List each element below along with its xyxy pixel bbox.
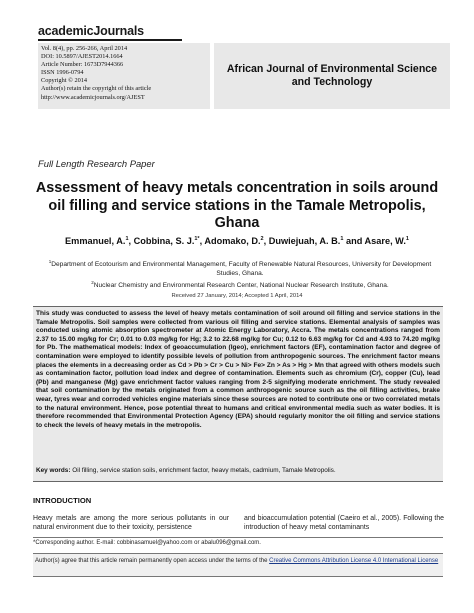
keywords-label: Key words: (36, 467, 71, 474)
affiliation-1: $^1$Department of Ecotourism and Environmental Management, Faculty of Renewable Natural Resources, University for Development Studies, Ghana. (48, 259, 432, 277)
author-affil-mark: 1 (125, 236, 129, 242)
info-line: Copyright © 2014 (41, 77, 88, 85)
author-list: Emmanuel, A.$^1$, Cobbina, S. J.$^{1*}$, Adomako, D.$^2$, Duwiejuah, A. B.$^1$ and Asare, W.$^1$ (65, 236, 409, 247)
section-heading-introduction: INTRODUCTION (33, 496, 92, 505)
author-name: Duwiejuah, A. B. (268, 236, 341, 247)
body-column-right: and bioaccumulation potential (Caeiro et al., 2005). Following the introduction of heavy metal contaminants (244, 515, 444, 532)
journal-name: African Journal of Environmental Science and Technology (226, 63, 438, 88)
abstract-text: This study was conducted to assess the level of heavy metals contamination of soil around oil filling and service stations in the Tamale Metropolis. Soil samples were collected from various oil filling and service stations. Elemental analysis of samples was conducted using atomic absorption spectrometer at Atomic Energy Laboratory, Accra. The metals concentrations ranged from 2.37 to 15.00 mg/kg for Cr; 0.01 to 0.03 mg/kg for Hg; 3.2 to 22.68 mg/kg for Cu; 0.12 to 6.63 mg/kg for Cd and 4.93 to 74.20 mg/kg for Pb. The mathematical models: Index of geoaccumulation (Igeo), enrichment factors (EF), contamination factor and degree of contamination were employed to identify possible levels of pollution from anthropogenic sources. The enrichment factor means places the elements in a decreasing order as Cd > Pb > Cr > Cu > Ni> Fe> Zn > As > Hg > Mn that agreed with others models such as contamination factor, pollution load index and degree of contamination. Elements such as chromium (Cr), copper (Cu), lead (Pb) and manganese (Mg) gave enrichment factor values ranging from 2-5 signifying moderate enrichment. The study revealed that soil contamination by the metals originated from a common anthropogenic source such as the oil filling activities, brake wear, tyres wear and corroded vehicles engine materials since these sources are noted to contribute one or two correlated metals to the natural environment. Hence, pose potential threat to humans and critical environmental media such as water bodies. It is therefore recommended that Environmental Protection Agency (EPA) should regularly monitor the oil filling and service stations to check the levels of heavy metals in the metropolis. (36, 310, 440, 429)
info-line: DOI: 10.5897/AJEST2014.1664 (41, 53, 123, 61)
info-line: ISSN 1996-0794 (41, 69, 84, 77)
author-name: Emmanuel, A. (65, 236, 126, 247)
publisher-logo: academicJournals (38, 24, 144, 38)
info-line: Article Number: 1673D7944366 (41, 61, 124, 69)
info-line: Vol. 8(4), pp. 256-266, April 2014 (41, 45, 128, 52)
journal-url[interactable]: http://www.academicjournals.org/AJEST (41, 93, 145, 101)
license-link[interactable]: Creative Commons Attribution License 4.0 International License (269, 558, 439, 564)
author-name: Asare, W. (364, 236, 406, 247)
article-title: Assessment of heavy metals concentration in soils around oil filling and service stations in the Tamale Metropolis, Ghana (35, 180, 439, 231)
keywords-text: Oil filling, service station soils, enrichment factor, heavy metals, cadmium, Tamale Metropolis. (72, 467, 336, 474)
corresponding-author-note: *Corresponding author. E-mail: cobbinasamuel@yahoo.com or abalu096@gmail.com. (33, 540, 261, 546)
author-affil-mark: 2 (260, 236, 264, 242)
received-accepted-dates: Received 27 January, 2014; Accepted 1 April, 2014 (171, 293, 303, 299)
author-affil-mark: 1 (405, 236, 409, 242)
article-info-box (38, 43, 210, 109)
info-line: Author(s) retain the copyright of this article (41, 85, 152, 93)
logo-underline (38, 39, 182, 41)
author-name: Adomako, D. (204, 236, 261, 247)
author-affil-mark: 1* (194, 236, 200, 242)
article-type: Full Length Research Paper (38, 158, 155, 169)
journal-name-box (214, 43, 450, 109)
footnote-divider (33, 537, 443, 538)
author-name: Cobbina, S. J. (133, 236, 195, 247)
license-text: Author(s) agree that this article remain permanently open access under the terms of the (35, 558, 270, 564)
author-affil-mark: 1 (340, 236, 344, 242)
journal-header (26, 22, 450, 110)
abstract-box (33, 306, 443, 482)
affiliation-2: $^2$Nuclear Chemistry and Environmental Research Center, National Nuclear Research Institute, Ghana. (91, 280, 389, 290)
keywords (36, 467, 441, 474)
body-column-left: Heavy metals are among the more serious pollutants in our natural environment due to their toxicity, persistence (33, 515, 229, 532)
license-box (33, 553, 443, 577)
